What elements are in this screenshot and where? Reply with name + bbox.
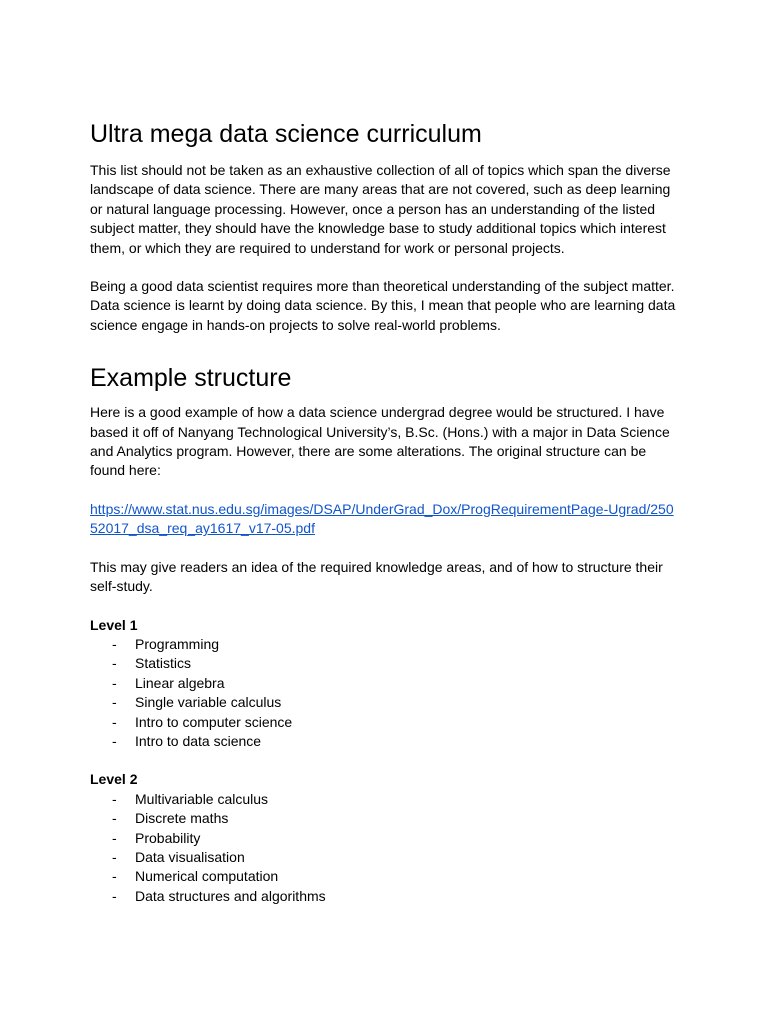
- practice-paragraph: Being a good data scientist requires more than theoretical understanding of the subject matter. Data science is learnt by doing data science. By this, I mean that people who are learning data science engage in hands-on projects to solve real-world problems.: [90, 278, 676, 333]
- list-item: - Single variable calculus: [112, 694, 282, 711]
- level-1-list: [90, 635, 680, 751]
- list-item: - Discrete maths: [112, 810, 229, 827]
- level-2-title: Level 2: [90, 771, 138, 788]
- list-item: - Numerical computation: [112, 868, 279, 885]
- level-2-section: [90, 770, 680, 906]
- list-item: - Probability: [112, 829, 201, 846]
- list-item: - Intro to data science: [112, 732, 262, 749]
- level-2-list: [90, 790, 680, 906]
- list-item: - Intro to computer science: [112, 713, 293, 730]
- level-1-section: [90, 616, 680, 752]
- list-item: - Programming: [112, 635, 220, 652]
- heading-example-structure: Example structure: [90, 364, 292, 393]
- list-item: - Multivariable calculus: [112, 790, 269, 807]
- link-paragraph: [90, 500, 680, 539]
- list-item: - Data visualisation: [112, 848, 245, 865]
- readers-paragraph: This may give readers an idea of the required knowledge areas, and of how to structure their self-study.: [90, 558, 663, 595]
- document-body: [90, 117, 680, 906]
- level-1-title: Level 1: [90, 616, 138, 633]
- list-item: - Statistics: [112, 655, 192, 672]
- intro-paragraph: This list should not be taken as an exhaustive collection of all of topics which span the diverse landscape of data science. There are many areas that are not covered, such as deep learning or natural language processing. However, once a person has an understanding of the listed subject matter, they should have the knowledge base to study additional topics which interest them, or which they are required to understand for work or personal projects.: [90, 162, 671, 256]
- heading-curriculum: Ultra mega data science curriculum: [90, 120, 482, 148]
- list-item: - Linear algebra: [112, 674, 225, 691]
- program-requirements-link[interactable]: https://www.stat.nus.edu.sg/images/DSAP/UnderGrad_Dox/ProgRequirementPage-Ugrad/25052017_dsa_req_ay1617_v17-05.pdf: [90, 500, 674, 537]
- structure-paragraph: Here is a good example of how a data science undergrad degree would be structured. I have based it off of Nanyang Technological University’s, B.Sc. (Hons.) with a major in Data Science and Analytics program. However, there are some alterations. The original structure can be found here:: [90, 404, 670, 479]
- list-item: - Data structures and algorithms: [112, 887, 326, 904]
